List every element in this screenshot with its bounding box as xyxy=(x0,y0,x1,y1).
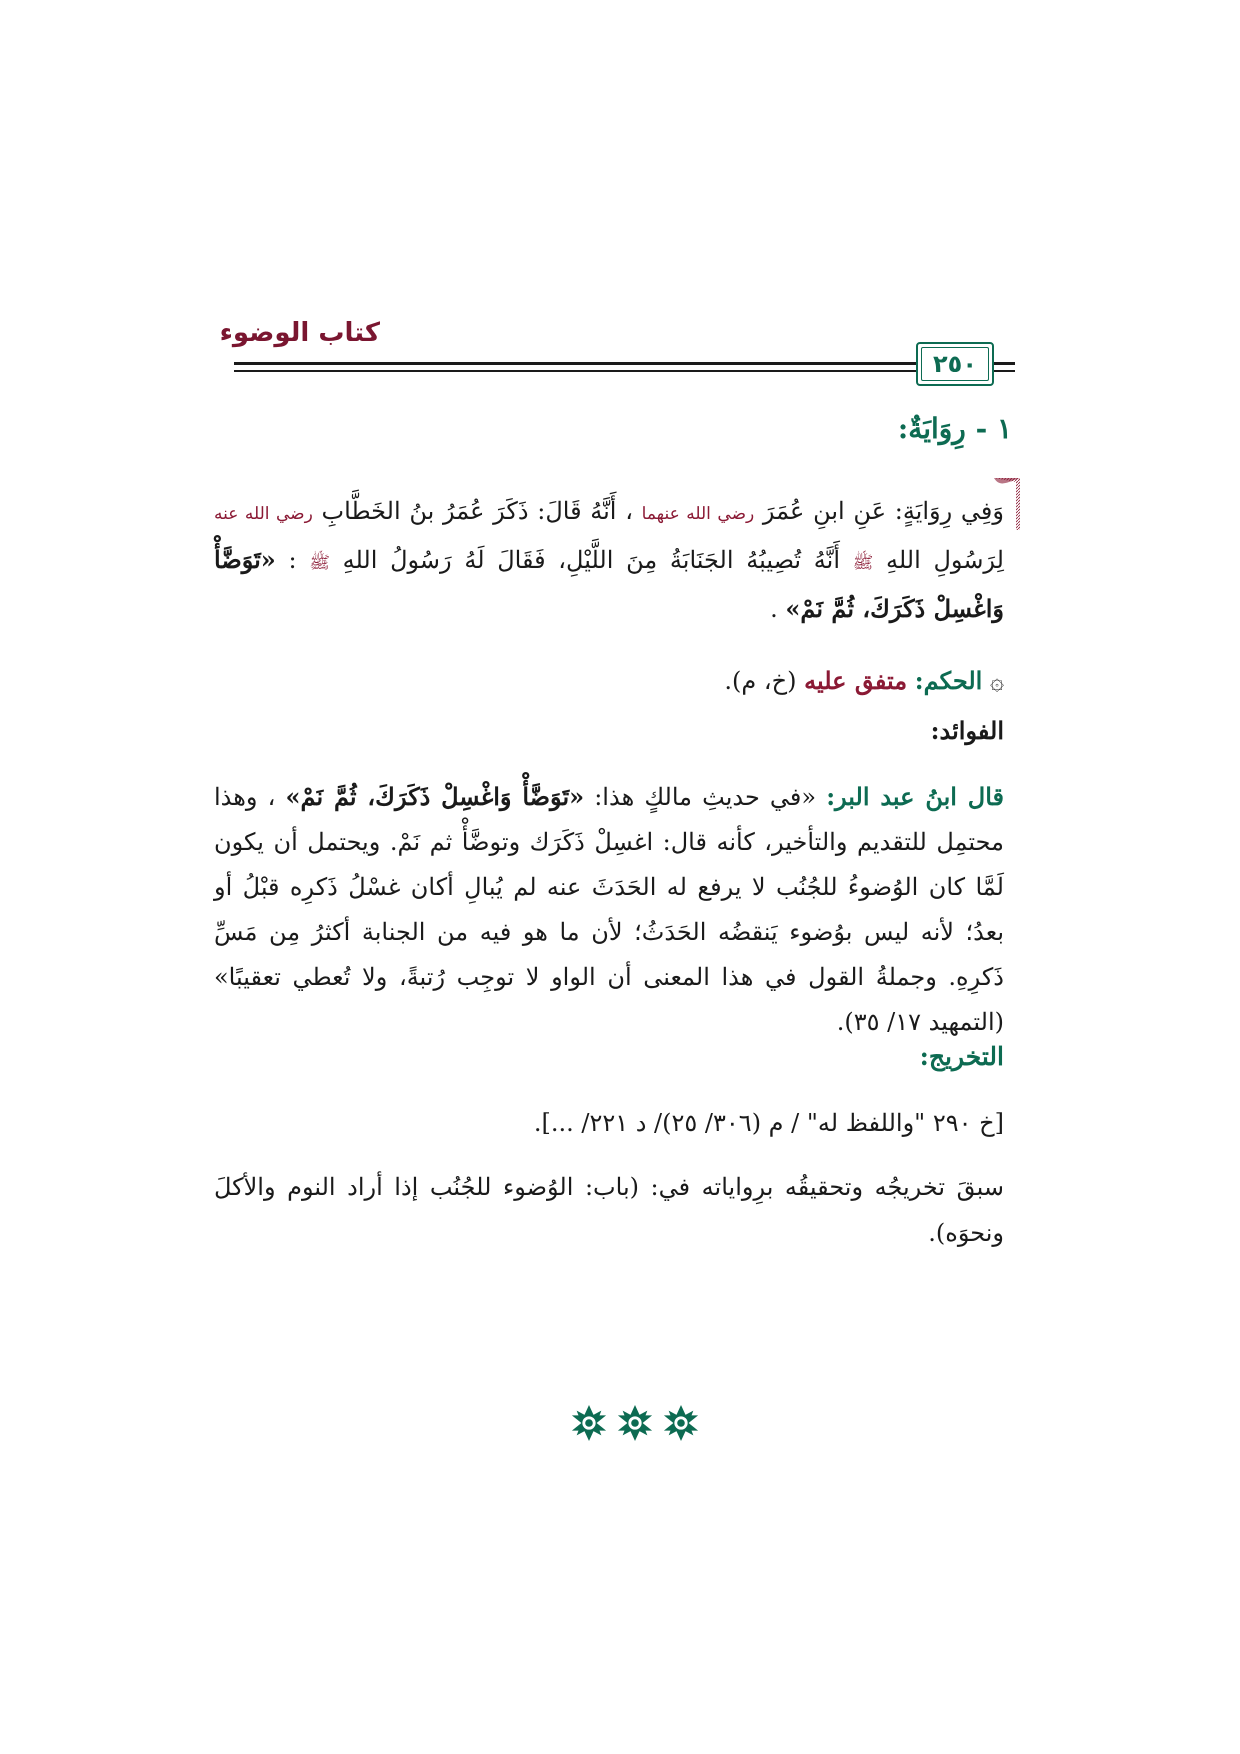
commentary-body: ، وهذا محتمِل للتقديم والتأخير، كأنه قال: اغسِلْ ذَكَرَك وتوضَّأْ ثم نَمْ. ويحتمل أن يكون لَمَّا كان الوُضوءُ للجُنُب لا يرفع له الحَدَثَ عنه لم يُبالِ أكان غسْلُ ذَكرِه قبْلُ أو بعدُ؛ لأنه ليس بوُضوء يَنقضُه الحَدَثُ؛ لأن ما هو فيه من الجنابة أكثرُ مِن مَسِّ ذَكرِهِ. وجملةُ القول في هذا المعنى أن الواو لا توجِب رُتبةً، ولا تُعطي تعقيبًا» (التمهيد ١٧/ ٣٥). xyxy=(214,783,1004,1036)
takhrij-source: [خ ٢٩٠ "واللفظ له" / م (٣٠٦/ ٢٥)/ د ٢٢١/ ...]. xyxy=(533,1109,1004,1137)
ruling-refs: (خ، م). xyxy=(724,667,797,695)
commentary-intro: «في حديثِ مالكٍ هذا: xyxy=(584,783,817,811)
footer-ornaments xyxy=(570,1404,700,1444)
flower-ornament-icon xyxy=(570,1404,608,1442)
ruling-line xyxy=(214,658,1004,704)
honorific-glyph: ﷺ xyxy=(309,553,330,573)
ruling-star-icon: ۞ xyxy=(989,667,1004,695)
book-title: كتاب الوضوء xyxy=(219,318,380,348)
ruling-label: الحكم: xyxy=(914,666,983,695)
takhrij-previous: سبقَ تخريجُه وتحقيقُه برِواياته في: (باب: الوُضوء للجُنُب إذا أراد النوم والأكلَ ونحوَه). xyxy=(214,1173,1004,1247)
honorific-glyph: رضي الله عنه xyxy=(214,504,313,524)
commentary-quote: «تَوَضَّأْ وَاغْسِلْ ذَكَرَكَ، ثُمَّ نَمْ» xyxy=(285,782,585,811)
hadith-text-part: ، أَنَّهُ قَالَ: ذَكَرَ عُمَرُ بنُ الخَطَّابِ xyxy=(312,497,633,525)
hadith-text-part: : xyxy=(275,546,297,574)
ruling-value: متفق عليه xyxy=(804,666,908,695)
section-heading: ١ - رِوَايَةٌ: xyxy=(897,412,1012,445)
hadith-text-end: . xyxy=(770,595,778,623)
hadith-text-part: وَفِي رِوَايَةٍ: عَنِ ابنِ عُمَرَ xyxy=(754,497,1004,525)
flower-ornament-icon xyxy=(616,1404,654,1442)
page-number-frame xyxy=(916,342,994,386)
honorific-glyph: ﷺ xyxy=(852,553,874,573)
header-rule xyxy=(234,362,1004,365)
page-number: ٢٥٠ xyxy=(933,350,977,378)
commentary-speaker: قال ابنُ عبد البر: xyxy=(826,782,1004,811)
header-rule xyxy=(995,370,1015,372)
commentary-text xyxy=(214,774,1004,1045)
hadith-text xyxy=(214,488,1004,632)
header-rule xyxy=(234,370,1004,372)
honorific-glyph: رضي الله عنهما xyxy=(641,504,755,524)
hadith-quote: «تَوَضَّأْ وَاغْسِلْ ذَكَرَكَ، ثُمَّ نَمْ» xyxy=(214,545,1004,623)
header-rule xyxy=(995,362,1015,365)
takhrij-heading: التخريج: xyxy=(919,1042,1004,1071)
hadith-text-part: أَنَّهُ تُصِيبُهُ الجَنَابَةُ مِنَ اللَّيْلِ، فَقَالَ لَهُ رَسُولُ اللهِ xyxy=(329,546,840,574)
hadith-text-part: لِرَسُولِ اللهِ xyxy=(873,546,1004,574)
flower-ornament-icon xyxy=(662,1404,700,1442)
benefits-heading: الفوائد: xyxy=(930,716,1004,745)
